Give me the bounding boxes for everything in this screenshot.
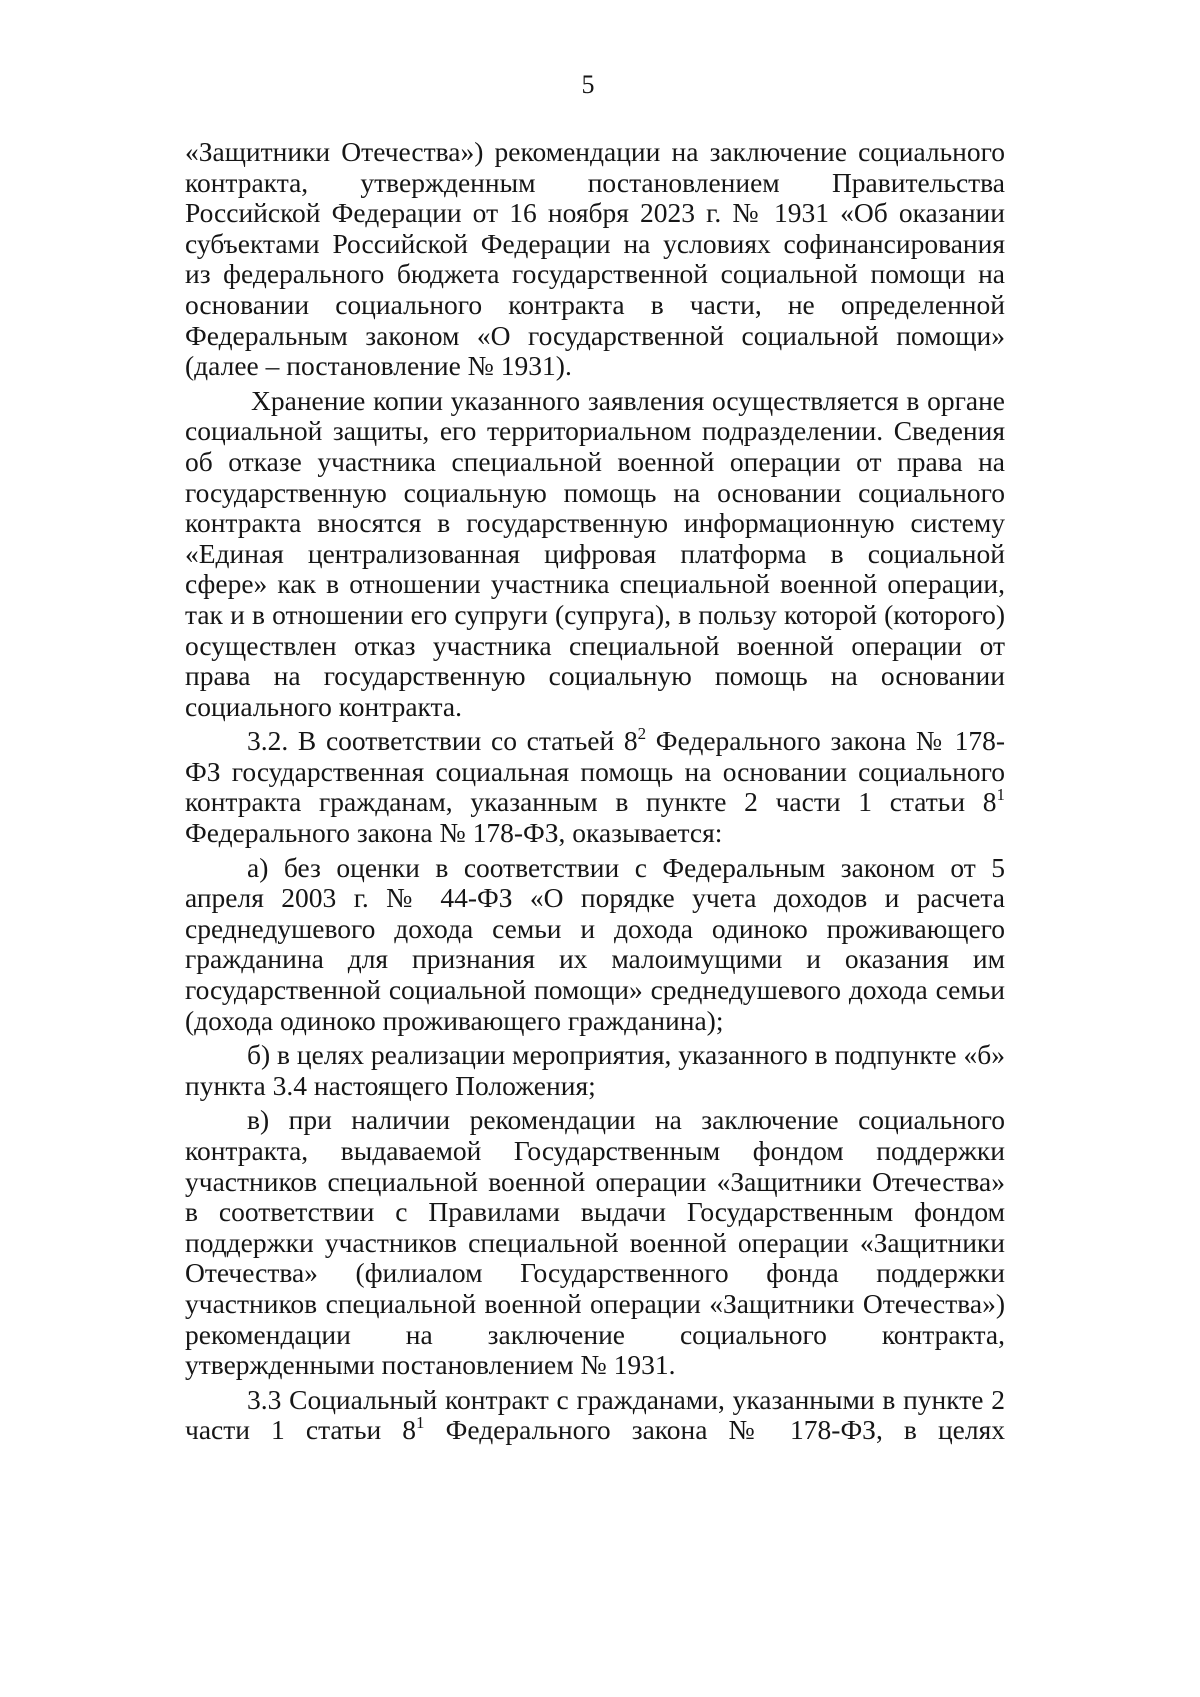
paragraph-3-3-text-2: Федерального закона № 178-ФЗ, в целях bbox=[424, 1414, 1005, 1446]
subparagraph-b: б) в целях реализации мероприятия, указанного в подпункте «б» пункта 3.4 настоящего Положения; bbox=[185, 1039, 1005, 1101]
superscript-2: 2 bbox=[637, 724, 647, 744]
subparagraph-v: в) при наличии рекомендации на заключение социального контракта, выдаваемой Государственным фондом поддержки участников специальной военной операции «Защитники Отечества» в соответствии с Правилами выдачи Государственным фондом поддержки участников специальной военной операции «Защитники Отечества» (филиалом Государственного фонда поддержки участников специальной военной операции «Защитники Отечества») рекомендации на заключение социального контракта, утвержденными постановлением № 1931. bbox=[185, 1104, 1005, 1381]
paragraph-3-2-text-3: Федерального закона № 178-ФЗ, оказывается: bbox=[185, 817, 723, 849]
paragraph-3-2-text-1: 3.2. В соответствии со статьей 8 bbox=[247, 725, 638, 757]
paragraph-storage-of-copy: Хранение копии указанного заявления осуществляется в органе социальной защиты, его территориальном подразделении. Сведения об отказе участника специальной военной операции от права на государственную социальную помощь на основании социального контракта вносятся в государственную информационную систему «Единая централизованная цифровая платформа в социальной сфере» как в отношении участника специальной военной операции, так и в отношении его супруги (супруга), в пользу которой (которого) осуществлен отказ участника специальной военной операции от права на государственную социальную помощь на основании социального контракта. bbox=[185, 384, 1005, 722]
page-number: 5 bbox=[581, 70, 595, 99]
paragraph-3-2 bbox=[185, 726, 1005, 848]
paragraph-continuation: «Защитники Отечества») рекомендации на заключение социального контракта, утвержденным постановлением Правительства Российской Федерации от 16 ноября 2023 г. № 1931 «Об оказании субъектами Российской Федерации на условиях софинансирования из федерального бюджета государственной социальной помощи на основании социального контракта в части, не определенной Федеральным законом «О государственной социальной помощи» (далее – постановление № 1931). bbox=[185, 136, 1005, 382]
subparagraph-a: а) без оценки в соответствии с Федеральным законом от 5 апреля 2003 г. № 44-ФЗ «О порядке учета доходов и расчета среднедушевого дохода семьи и дохода одиноко проживающего гражданина для признания их малоимущими и оказания им государственной социальной помощи» среднедушевого дохода семьи (дохода одиноко проживающего гражданина); bbox=[185, 851, 1005, 1036]
paragraph-3-2-text-2: Федерального закона № 178-ФЗ государственная социальная помощь на основании социального контракта гражданам, указанным в пункте 2 части 1 статьи 8 bbox=[185, 725, 1005, 818]
superscript-1: 1 bbox=[416, 1413, 425, 1433]
paragraph-3-3 bbox=[185, 1385, 1005, 1446]
superscript-1: 1 bbox=[996, 785, 1005, 805]
paragraph-3-3-text-1: 3.3 Социальный контракт с гражданами, указанными в пункте 2 части 1 статьи 8 bbox=[185, 1383, 1005, 1446]
document-body bbox=[185, 137, 1005, 1450]
